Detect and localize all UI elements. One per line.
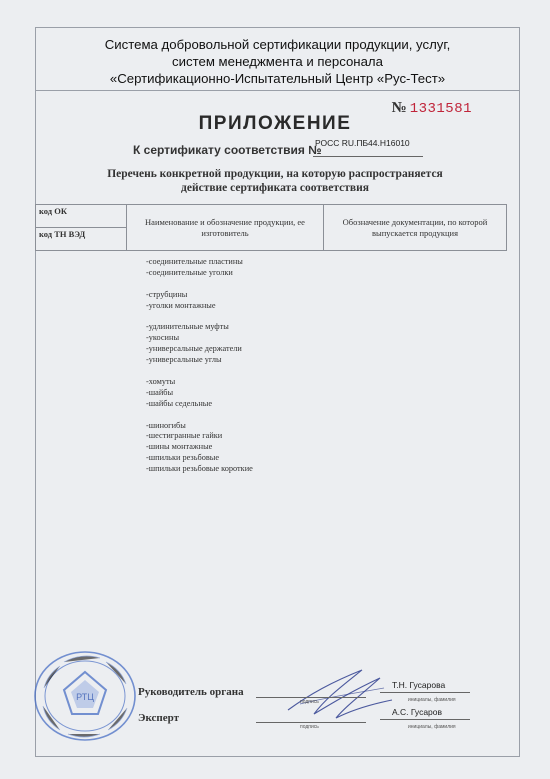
product-item: -шиногибы — [146, 420, 186, 430]
head-name: Т.Н. Гусарова — [392, 680, 446, 690]
seal-center-text: РТЦ — [76, 692, 94, 702]
certificate-number: РОСС RU.ПБ44.Н16010 — [315, 138, 410, 148]
product-item: -шпильки резьбовые короткие — [146, 464, 253, 474]
codes-table — [35, 204, 507, 251]
header-divider — [35, 90, 520, 91]
certificate-label: К сертификату соответствия № — [133, 143, 322, 157]
product-group — [146, 421, 253, 476]
product-list — [146, 257, 253, 486]
product-item: -универсальные углы — [146, 355, 222, 365]
subtitle-line-2: действие сертификата соответствия — [181, 182, 369, 194]
product-item: -соединительные уголки — [146, 267, 233, 277]
certification-seal — [30, 648, 140, 744]
head-signature-line — [256, 697, 366, 698]
product-item: -уголки монтажные — [146, 300, 216, 310]
product-item: -шайбы — [146, 387, 174, 397]
head-signature — [280, 664, 400, 724]
document-title: ПРИЛОЖЕНИЕ — [198, 113, 352, 134]
product-item: -универсальные держатели — [146, 344, 242, 354]
expert-name-caption: инициалы, фамилия — [408, 724, 456, 730]
issuer-header — [35, 36, 520, 87]
registration-prefix: № — [391, 100, 407, 116]
expert-name: А.С. Гусаров — [392, 707, 443, 717]
code-tnved-cell: код ТН ВЭД — [36, 228, 127, 251]
product-column-header: Наименование и обозначение продукции, ее изготовитель — [127, 205, 324, 251]
product-item: -шины монтажные — [146, 442, 213, 452]
expert-signature-caption: подпись — [300, 724, 319, 730]
product-item: -шайбы седельные — [146, 398, 213, 408]
product-item: -шпильки резьбовые — [146, 453, 220, 463]
product-item: -укосины — [146, 333, 180, 343]
registration-digits: 1331581 — [409, 101, 472, 117]
product-group — [146, 290, 253, 312]
issuer-line-1: Система добровольной сертификации продукции, услуг, — [104, 37, 451, 52]
expert-label: Эксперт — [138, 712, 180, 724]
issuer-line-2: систем менеджмента и персонала — [172, 54, 383, 69]
product-item: -струбцины — [146, 289, 188, 299]
head-signature-caption: подпись — [300, 699, 319, 705]
certificate-number-underline — [313, 156, 423, 157]
product-group — [146, 322, 253, 366]
expert-name-line — [380, 719, 470, 720]
head-name-caption: инициалы, фамилия — [408, 697, 456, 703]
issuer-line-3: «Сертификационно-Испытательный Центр «Рус-Тест» — [109, 71, 446, 86]
product-item: -хомуты — [146, 376, 176, 386]
product-group — [146, 257, 253, 279]
product-group — [146, 377, 253, 410]
expert-signature-line — [256, 722, 366, 723]
head-label: Руководитель органа — [138, 686, 244, 698]
documentation-column-header: Обозначение документации, по которой выпускается продукция — [324, 205, 507, 251]
subtitle-line-1: Перечень конкретной продукции, на которую распространяется — [107, 168, 443, 180]
product-item: -удлинительные муфты — [146, 322, 229, 332]
product-item: -шестигранные гайки — [146, 431, 223, 441]
code-ok-cell: код ОК — [36, 205, 127, 228]
head-name-line — [380, 692, 470, 693]
product-item: -соединительные пластины — [146, 257, 243, 266]
document-subtitle — [0, 167, 550, 195]
